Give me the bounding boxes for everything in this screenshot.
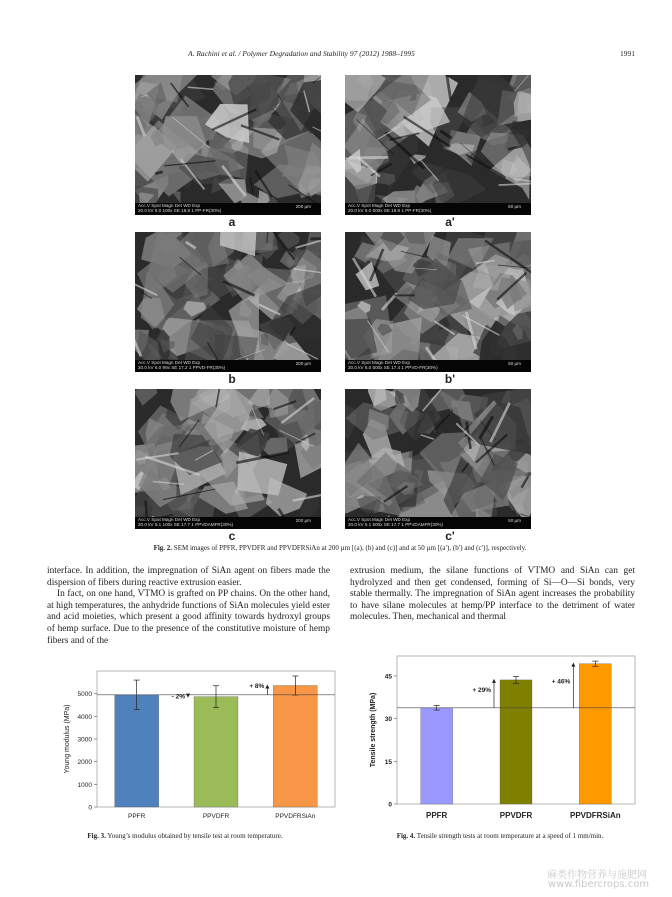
journal-citation: A. Rachini et al. / Polymer Degradation and Stability 97 (2012) 1988–1995	[188, 49, 415, 58]
annotation-arrowhead	[265, 685, 269, 689]
left-paragraph-1: interface. In addition, the impregnation of SiAn agent on fibers made the dispersion of fibers during reactive extrusion easier.	[47, 566, 330, 588]
sem-scale-bar: 50 µm	[508, 518, 521, 523]
annotation-arrowhead	[186, 694, 190, 698]
fig3-label: Fig. 3.	[87, 832, 106, 840]
sem-info-bar	[345, 203, 531, 215]
micrograph-texture	[135, 75, 321, 215]
y-tick-label: 4000	[77, 713, 92, 721]
running-header	[0, 49, 672, 63]
fig4-label: Fig. 4.	[396, 832, 416, 840]
sem-panel-label: c'	[445, 529, 455, 543]
sem-image	[135, 232, 321, 372]
sem-info-bar	[135, 203, 321, 215]
micrograph-texture	[345, 389, 531, 529]
sem-panel-label: c	[228, 529, 236, 543]
bar-ppfr	[421, 708, 453, 804]
watermark-cn: 麻类作物营养与施肥网	[547, 870, 647, 881]
sem-header-row: Acc.V Spot Magn Det WD Exp	[138, 517, 201, 522]
sem-scale-bar: 50 µm	[508, 204, 521, 209]
fig3-text: Young’s modulus obtained by tensile test at room temperature.	[105, 832, 283, 840]
sem-panel-label: a'	[445, 215, 455, 229]
sem-info-bar	[345, 360, 531, 372]
bar-ppvdfrsian	[273, 686, 317, 807]
sem-params-row: 20.0 kV 5.1 100x SE 17.7 1 PPVDAMFR(30%)	[138, 522, 233, 527]
sem-scale-bar: 200 µm	[295, 518, 311, 523]
fig2-caption	[40, 544, 640, 552]
micrograph-texture	[135, 232, 321, 372]
x-category-label: PPVDFRSiAn	[275, 813, 316, 820]
y-tick-label: 0	[388, 801, 392, 809]
sem-scale-bar: 200 µm	[295, 204, 311, 209]
sem-image	[345, 389, 531, 529]
percent-change-label: + 8%	[249, 683, 265, 691]
left-column-text	[47, 566, 330, 647]
sem-scale-bar: 50 µm	[508, 361, 521, 366]
sem-header-row: Acc.V Spot Magn Det WD Exp	[348, 517, 411, 522]
sem-header-row: Acc.V Spot Magn Det WD Exp	[348, 360, 411, 365]
sem-header-row: Acc.V Spot Magn Det WD Exp	[138, 203, 201, 208]
sem-header-row: Acc.V Spot Magn Det WD Exp	[138, 360, 201, 365]
sem-info-bar	[135, 517, 321, 529]
y-tick-label: 1000	[77, 781, 92, 789]
sem-params-row: 20.0 kV 5.1 500x SE 17.7 1 PPVDAMFR(30%)	[348, 522, 443, 527]
sem-params-row: 20.0 kV 6.0 100x SE 18.8 1 PP-FR(30%)	[138, 208, 222, 213]
watermark-url: www.fibercrops.com	[548, 879, 650, 890]
fig4-caption	[350, 832, 650, 840]
micrograph-texture	[345, 232, 531, 372]
y-tick-label: 15	[384, 758, 392, 766]
sem-params-row: 20.0 kV 6.0 500x SE 18.8 1 PP-FR(30%)	[348, 208, 432, 213]
bar-ppvdfr	[500, 680, 532, 804]
y-tick-label: 30	[384, 716, 392, 724]
y-tick-label: 3000	[77, 736, 92, 744]
sem-panel-label: b	[228, 372, 236, 386]
y-tick-label: 2000	[77, 759, 92, 767]
sem-image	[135, 389, 321, 529]
right-column-text	[350, 566, 635, 624]
x-category-label: PPFR	[127, 813, 146, 820]
young-modulus-chart	[45, 665, 345, 830]
sem-params-row: 20.0 kV 6.0 500x SE 17.4 1 PPVD-FR(30%)	[348, 365, 438, 370]
y-axis-label: Young modulus (MPa)	[64, 704, 71, 774]
x-category-label: PPVDFR	[202, 813, 230, 820]
fig2-text: SEM images of PPFR, PPVDFR and PPVDFRSiAn at 200 µm [(a), (b) and (c)] and at 50 µm [(a′), (b′) and (c′)], respectively.	[172, 544, 527, 552]
left-paragraph-2: In fact, on one hand, VTMO is grafted on PP chains. On the other hand, at high temperatures, the anhydride functions of SiAn molecules yield ester and acid moieties, which present a good affinity towards hydroxyl groups of hemp surface. Due to the presence of the constitutive moisture of hemp fibers and of the	[47, 589, 330, 646]
micrograph-texture	[345, 75, 531, 215]
sem-params-row: 20.0 kV 6.0 99x SE 17.2 1 PPVD-FR(30%)	[138, 365, 226, 370]
fig3-caption	[40, 832, 330, 840]
tensile-strength-chart	[355, 650, 645, 830]
x-category-label: PPVDFR	[499, 811, 533, 820]
sem-scale-bar: 200 µm	[295, 361, 311, 366]
right-paragraph-1: extrusion medium, the silane functions of VTMO and SiAn can get hydrolyzed and then get condensed, forming of Si—O—Si bonds, very stable thermally. The impregnation of SiAn agent increases the probability to have silane molecules at hemp/PP interface to the detriment of water molecules. Then, mechanical and thermal	[350, 566, 635, 623]
annotation-arrowhead	[492, 679, 496, 683]
percent-change-label: - 2%	[171, 693, 185, 701]
sem-panel-label: b'	[444, 372, 456, 386]
sem-image	[345, 232, 531, 372]
annotation-arrowhead	[571, 663, 575, 667]
y-tick-label: 45	[384, 673, 392, 681]
y-tick-label: 0	[88, 804, 92, 812]
y-axis-label: Tensile strength (MPa)	[370, 692, 377, 768]
bar-ppfr	[115, 695, 159, 807]
x-category-label: PPFR	[425, 811, 448, 820]
page-number: 1991	[620, 49, 635, 58]
sem-info-bar	[135, 360, 321, 372]
sem-info-bar	[345, 517, 531, 529]
percent-change-label: + 46%	[551, 678, 571, 686]
micrograph-texture	[135, 389, 321, 529]
fig2-label: Fig. 2.	[153, 544, 173, 552]
y-tick-label: 5000	[77, 691, 92, 699]
x-category-label: PPVDFRSiAn	[569, 811, 621, 820]
sem-image	[135, 75, 321, 215]
sem-image	[345, 75, 531, 215]
sem-panel-label: a	[228, 215, 236, 229]
bar-ppvdfr	[194, 697, 238, 807]
bar-ppvdfrsian	[579, 664, 611, 804]
fig4-text: Tensile strength tests at room temperature at a speed of 1 mm/min.	[415, 832, 604, 840]
sem-header-row: Acc.V Spot Magn Det WD Exp	[348, 203, 411, 208]
percent-change-label: + 29%	[472, 686, 491, 694]
